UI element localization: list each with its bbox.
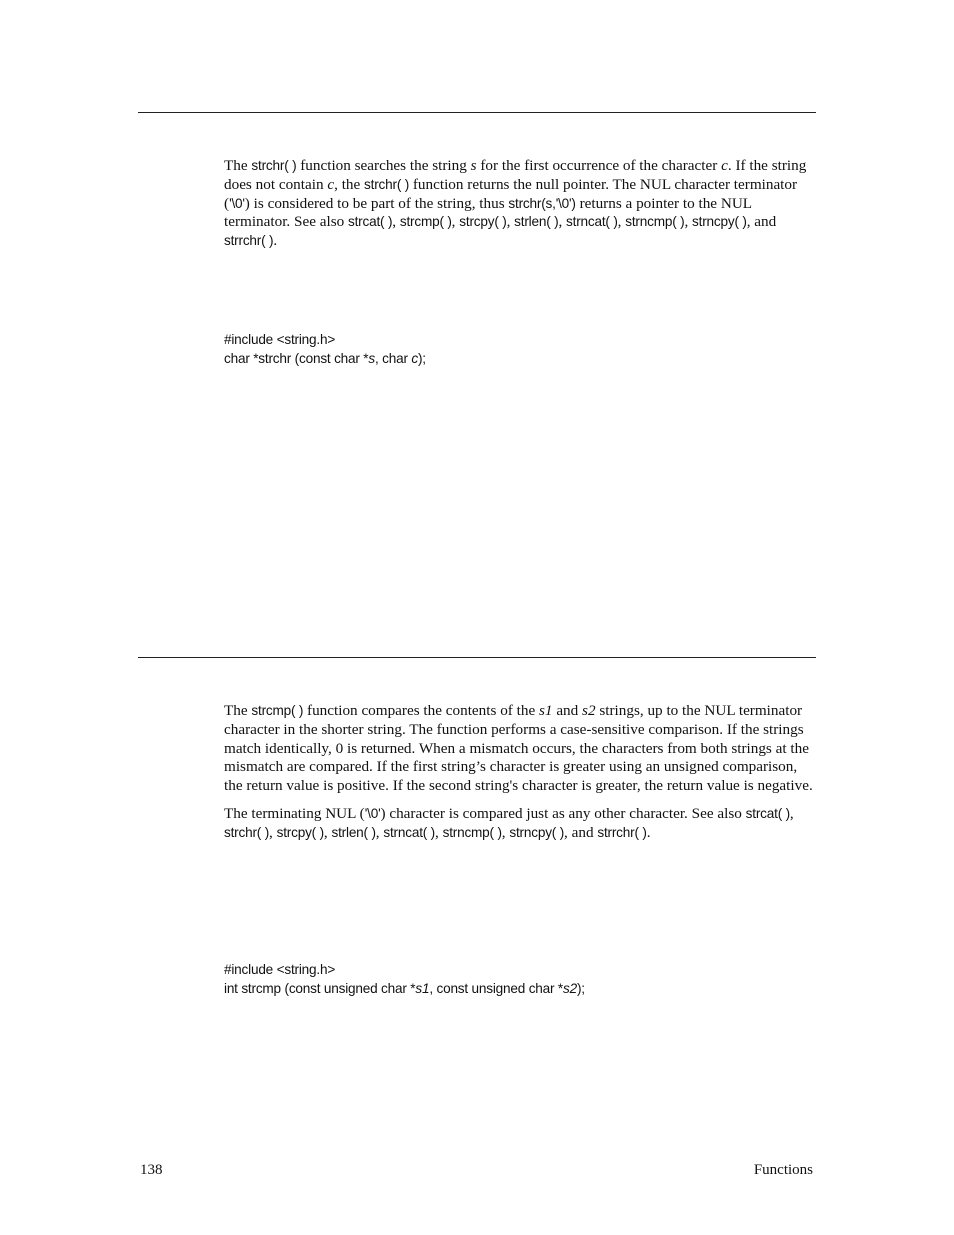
strcmp-description [224, 702, 816, 843]
function-name: strcmp( ) [399, 214, 452, 230]
function-name: strcat( ) [348, 214, 393, 230]
strchr-description-paragraph: The strchr( ) function searches the string s for the first occurrence of the character c. If the string does not contain c, the strchr( ) function returns the null pointer. The NUL character terminator ('\0') is considered to be part of the string, thus strchr(s,'\0') returns a pointer to the NUL terminator. See also strcat( ), strcmp( ), strcpy( ), strlen( ), strncat( ), strncmp( ), strncpy( ), and strrchr( ). [224, 157, 807, 250]
function-name: strchr(s,'\0') [508, 195, 576, 211]
strcmp-prototype-line: int strcmp (const unsigned char *s1, const unsigned char *s2); [224, 981, 585, 996]
function-name: strrchr( ) [597, 824, 647, 840]
function-name: strcat( ) [745, 805, 790, 821]
function-name: strncmp( ) [442, 824, 502, 840]
function-name: strncmp( ) [625, 214, 685, 230]
function-name: strcmp( ) [251, 703, 304, 718]
function-name: strncat( ) [566, 214, 618, 230]
parameter-name: s [470, 157, 477, 174]
function-name: strlen( ) [331, 824, 376, 840]
parameter-name: c [411, 351, 418, 366]
parameter-name: s2 [582, 702, 596, 719]
section-divider-top [138, 112, 816, 113]
parameter-name: c [721, 157, 728, 174]
function-name: '\0' [364, 805, 381, 821]
parameter-name: s1 [539, 702, 553, 719]
page-number: 138 [140, 1162, 163, 1178]
function-name: '\0' [229, 195, 245, 211]
chapter-title: Functions [753, 1162, 813, 1178]
function-name: strrchr( ) [224, 233, 274, 249]
strchr-prototype-line: char *strchr (const char *s, char c); [224, 351, 426, 366]
function-name: strcpy( ) [276, 824, 324, 840]
parameter-name: c [327, 175, 335, 193]
strcmp-syntax [224, 960, 816, 998]
function-name: strchr( ) [224, 824, 270, 840]
strchr-syntax [224, 330, 816, 368]
parameter-name: s2 [563, 981, 577, 996]
parameter-name: s1 [415, 981, 430, 996]
strcmp-description-paragraph-2: The terminating NUL ('\0') character is compared just as any other character. See also strcat( ), strchr( ), strcpy( ), strlen( ), strncat( ), strncmp( ), strncpy( ), and strrchr( ). [224, 804, 794, 841]
function-name: strchr( ) [364, 176, 410, 192]
strcmp-include-line: #include <string.h> [224, 962, 336, 977]
section-divider-middle [138, 657, 816, 658]
function-name: strncpy( ) [692, 214, 747, 230]
strchr-description [224, 157, 816, 251]
function-name: strcpy( ) [459, 214, 507, 230]
function-name: strncpy( ) [509, 824, 565, 840]
function-name: strncat( ) [383, 824, 435, 840]
parameter-name: s [368, 351, 375, 366]
function-name: strchr( ) [251, 158, 297, 173]
function-name: strlen( ) [514, 214, 559, 230]
strcmp-description-paragraph-1: The strcmp( ) function compares the contents of the s1 and s2 strings, up to the NUL terminator character in the shorter string. The function performs a case-sensitive comparison. If the strings match identically, 0 is returned. When a mismatch occurs, the characters from both strings at the mismatch are compared. If the first string’s character is greater using an unsigned comparison, the return value is positive. If the second string's character is greater, the return value is negative. [224, 702, 813, 795]
strchr-include-line: #include <string.h> [224, 332, 336, 347]
